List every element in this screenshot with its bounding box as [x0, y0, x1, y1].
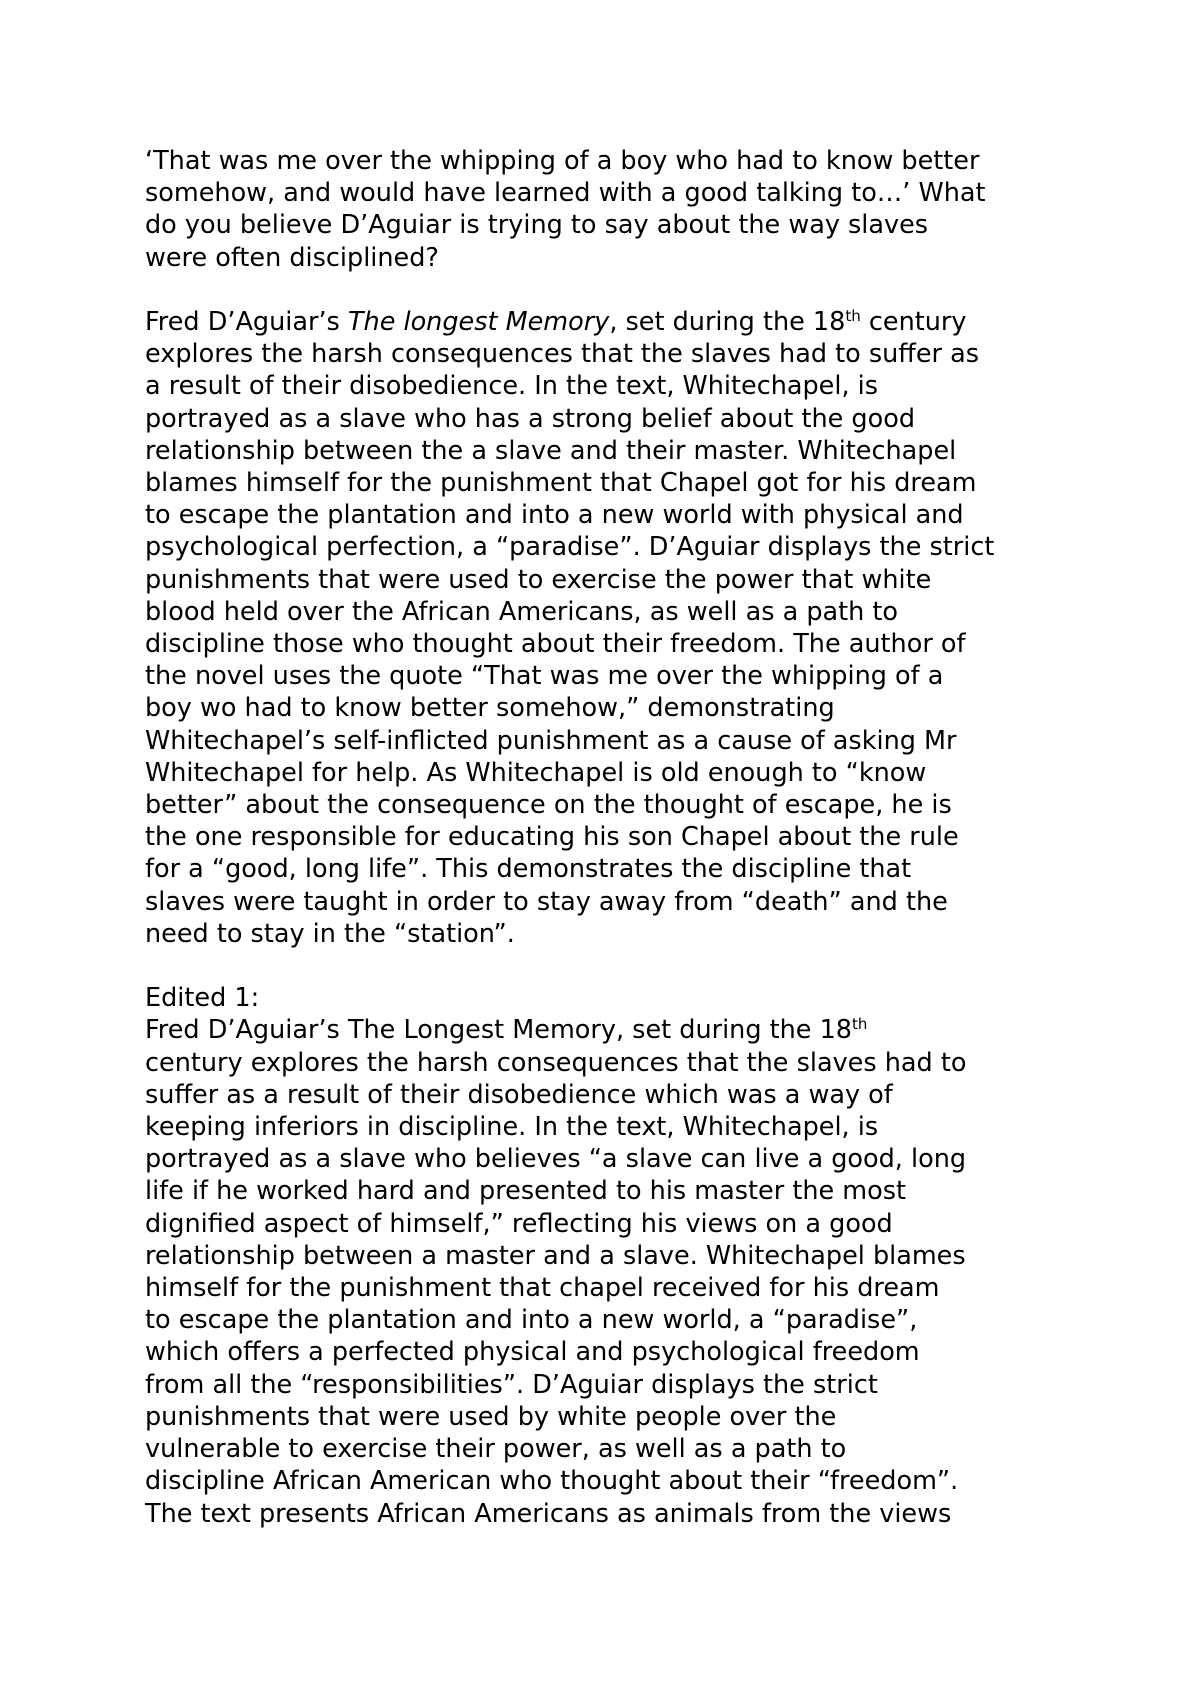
text-line: punishments that were used by white people over the [145, 1401, 837, 1432]
book-title: The longest Memory [347, 307, 610, 337]
text-line: Whitechapel for help. As Whitechapel is old enough to “know [145, 757, 927, 788]
text-line: himself for the punishment that chapel received for his dream [145, 1273, 940, 1304]
document-body [145, 145, 1075, 1530]
text-line [145, 306, 1075, 338]
section-heading: Edited 1: [145, 983, 260, 1014]
text-line: century explores the harsh consequences that the slaves had to [145, 1047, 967, 1078]
ordinal-suffix: th [852, 1015, 868, 1034]
text-line: better” about the consequence on the thought of escape, he is [145, 790, 952, 821]
text-line: punishments that were used to exercise the power that white [145, 564, 932, 595]
paragraph-gap [145, 274, 1075, 306]
text-line: dignified aspect of himself,” reflecting his views on a good [145, 1208, 893, 1239]
text-line: discipline those who thought about their freedom. The author of [145, 629, 966, 660]
question-paragraph [145, 145, 1075, 274]
text-line: the novel uses the quote “That was me over the whipping of a [145, 661, 944, 692]
text-run: century [860, 307, 967, 337]
text-line: life if he worked hard and presented to his master the most [145, 1176, 907, 1207]
text-line: from all the “responsibilities”. D’Aguiar displays the strict [145, 1369, 878, 1400]
text-line: for a “good, long life”. This demonstrates the discipline that [145, 854, 912, 885]
text-line: boy wo had to know better somehow,” demonstrating [145, 693, 835, 724]
text-line: the one responsible for educating his son Chapel about the rule [145, 822, 959, 853]
text-line: were often disciplined? [145, 242, 439, 273]
text-line: somehow, and would have learned with a good talking to…’ What [145, 178, 986, 209]
text-line: relationship between the a slave and their master. Whitechapel [145, 435, 957, 466]
text-line: explores the harsh consequences that the slaves had to suffer as [145, 339, 980, 370]
ordinal-suffix: th [845, 307, 861, 325]
text-line: The text presents African Americans as animals from the views [145, 1498, 952, 1529]
text-line: psychological perfection, a “paradise”. D’Aguiar displays the strict [145, 532, 995, 563]
text-line: suffer as a result of their disobedience which was a way of [145, 1079, 893, 1110]
text-line: portrayed as a slave who believes “a slave can live a good, long [145, 1144, 967, 1175]
text-line: slaves were taught in order to stay away from “death” and the [145, 886, 948, 917]
text-line: blames himself for the punishment that Chapel got for his dream [145, 468, 977, 499]
text-run: Fred D’Aguiar’s [145, 307, 348, 337]
paragraph-gap [145, 950, 1075, 982]
text-run: , set during the 18 [609, 307, 846, 337]
text-line: keeping inferiors in discipline. In the text, Whitechapel, is [145, 1112, 879, 1143]
text-line: do you believe D’Aguiar is trying to say about the way slaves [145, 210, 929, 241]
text-line: discipline African American who thought about their “freedom”. [145, 1466, 959, 1497]
text-line: blood held over the African Americans, as well as a path to [145, 596, 899, 627]
text-line: Whitechapel’s self-inflicted punishment as a cause of asking Mr [145, 725, 957, 756]
text-line: a result of their disobedience. In the text, Whitechapel, is [145, 371, 879, 402]
text-line: relationship between a master and a slave. Whitechapel blames [145, 1240, 966, 1271]
text-line: ‘That was me over the whipping of a boy who had to know better [145, 146, 980, 176]
text-line: vulnerable to exercise their power, as well as a path to [145, 1434, 847, 1465]
text-line: which offers a perfected physical and psychological freedom [145, 1337, 920, 1368]
text-run: Fred D’Aguiar’s The Longest Memory, set during the 18 [145, 1015, 853, 1046]
text-line [145, 1014, 1075, 1046]
text-line: to escape the plantation and into a new world, a “paradise”, [145, 1305, 918, 1336]
edited-section [145, 982, 1075, 1529]
text-line: need to stay in the “station”. [145, 918, 515, 949]
essay-paragraph [145, 306, 1075, 950]
text-line: portrayed as a slave who has a strong belief about the good [145, 403, 916, 434]
text-line: to escape the plantation and into a new world with physical and [145, 500, 964, 531]
